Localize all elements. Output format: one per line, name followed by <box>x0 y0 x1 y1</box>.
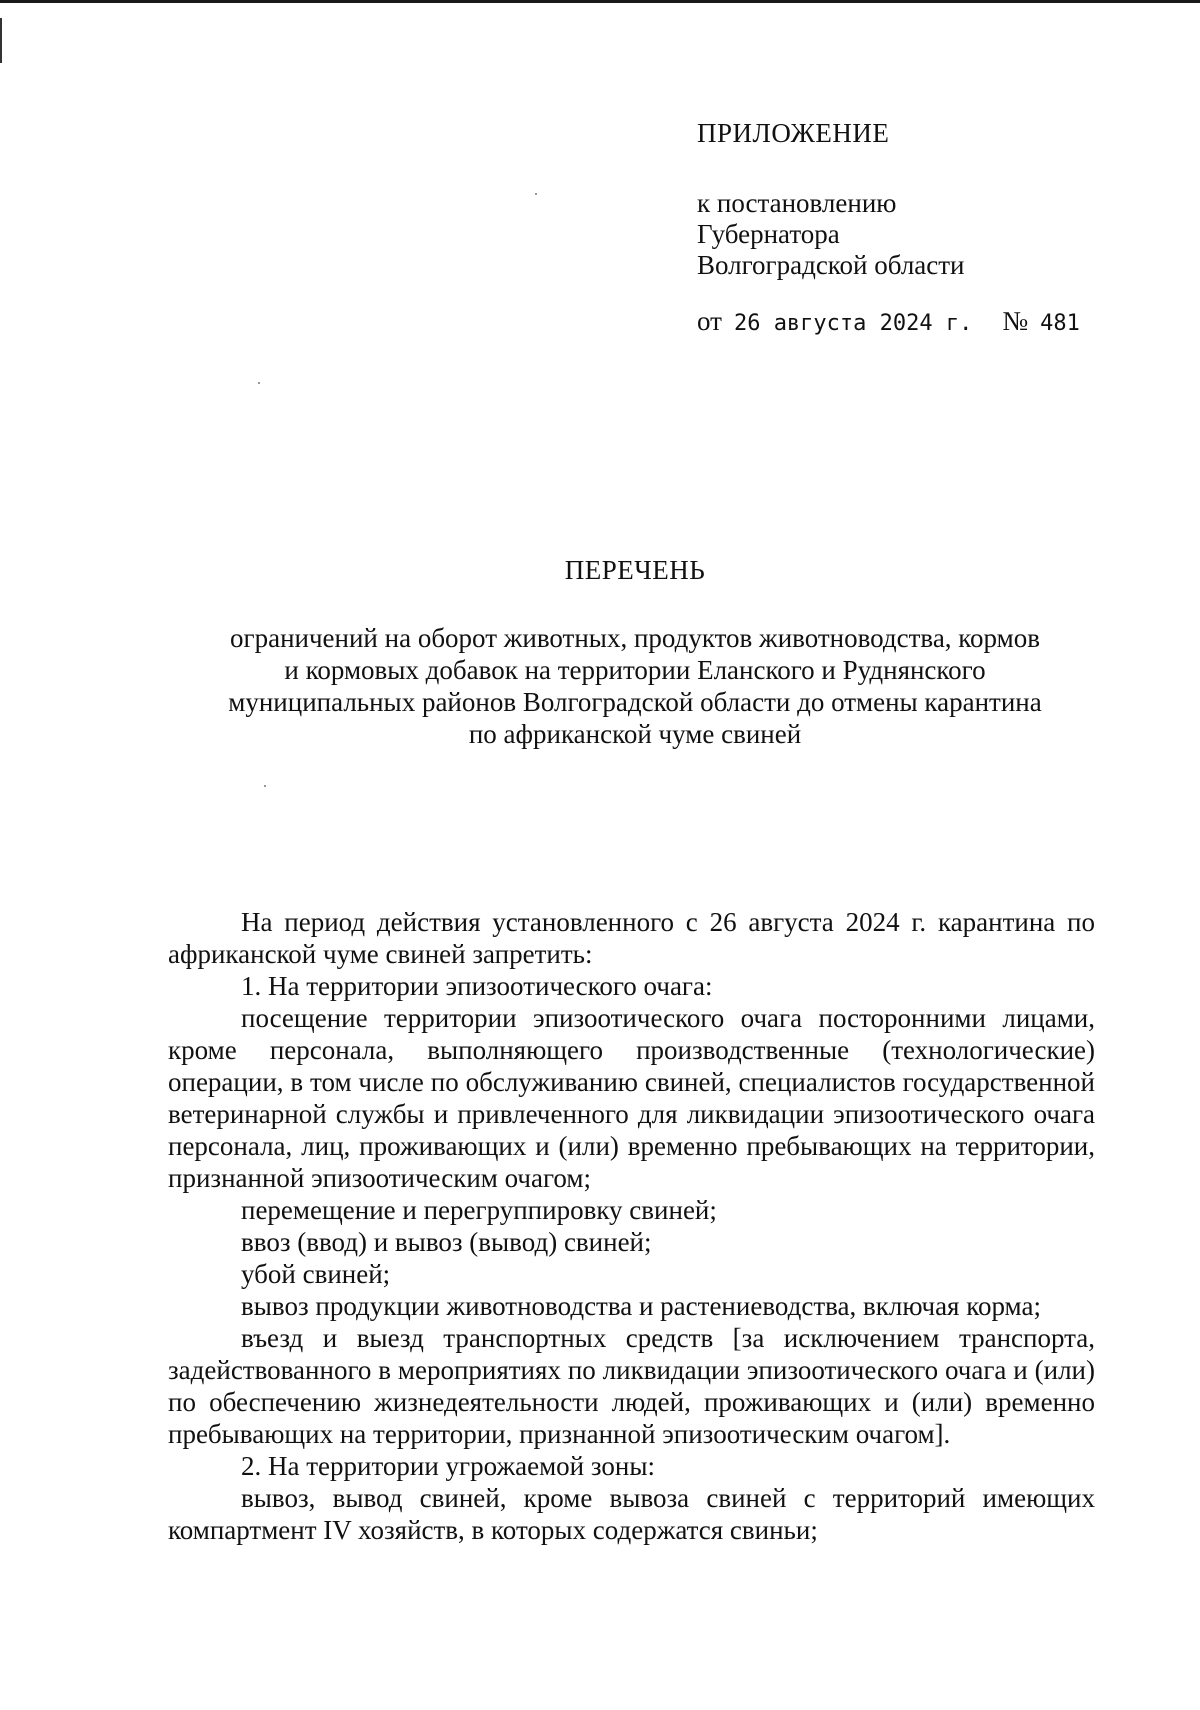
scan-left-edge <box>0 18 2 63</box>
annex-line: Волгоградской области <box>697 250 965 280</box>
body-paragraph: убой свиней; <box>241 1259 391 1289</box>
body-paragraph: вывоз продукции животноводства и растениеводства, включая корма; <box>241 1291 1041 1321</box>
body-paragraph: посещение территории эпизоотического очага посторонними лицами, кроме персонала, выполняющего производственные (технологические) операции, в том числе по обслуживанию свиней, специалистов государственной ветеринарной службы и привлеченного для ликвидации эпизоотического очага персонала, лиц, проживающих и (или) временно пребывающих на территории, признанной эпизоотическим очагом; <box>168 1003 1095 1193</box>
body-paragraph: 2. На территории угрожаемой зоны: <box>241 1451 655 1481</box>
annex-line: Губернатора <box>697 219 840 249</box>
number-value: 481 <box>1040 311 1080 336</box>
annex-line: к постановлению <box>697 188 897 218</box>
scan-speck <box>258 382 260 384</box>
annex-block <box>697 118 1080 339</box>
body-paragraph: вывоз, вывод свиней, кроме вывоза свиней с территорий имеющих компартмент IV хозяйств, в которых содержатся свиньи; <box>168 1483 1095 1545</box>
scan-speck <box>264 785 266 787</box>
subtitle-line: муниципальных районов Волгоградской области до отмены карантина <box>228 687 1042 717</box>
body-paragraph: На период действия установленного с 26 августа 2024 г. карантина по африканской чуме свиней запретить: <box>168 907 1095 969</box>
body-paragraph: перемещение и перегруппировку свиней; <box>241 1195 717 1225</box>
body-paragraph: ввоз (ввод) и вывоз (вывод) свиней; <box>241 1227 652 1257</box>
document-subtitle <box>0 622 1200 750</box>
body-paragraph: въезд и выезд транспортных средств [за исключением транспорта, задействованного в мероприятиях по ликвидации эпизоотического очага и (или) по обеспечению жизнедеятельности людей, проживающих и (или) временно пребывающих на территории, признанной эпизоотическим очагом]. <box>168 1323 1095 1449</box>
number-sign: № <box>1002 306 1029 336</box>
body-paragraph: 1. На территории эпизоотического очага: <box>241 971 713 1001</box>
document-title: ПЕРЕЧЕНЬ <box>564 555 706 585</box>
date-value: 26 августа 2024 г. <box>733 311 973 336</box>
annex-title: ПРИЛОЖЕНИЕ <box>697 118 890 148</box>
scan-top-edge <box>0 0 1200 3</box>
date-prefix: от <box>697 306 722 336</box>
subtitle-line: ограничений на оборот животных, продуктов животноводства, кормов <box>230 623 1040 653</box>
annex-date-line <box>697 306 1080 339</box>
subtitle-line: и кормовых добавок на территории Еланского и Руднянского <box>284 655 986 685</box>
subtitle-line: по африканской чуме свиней <box>468 719 802 749</box>
document-body <box>168 906 1095 1546</box>
scan-speck <box>535 193 537 195</box>
